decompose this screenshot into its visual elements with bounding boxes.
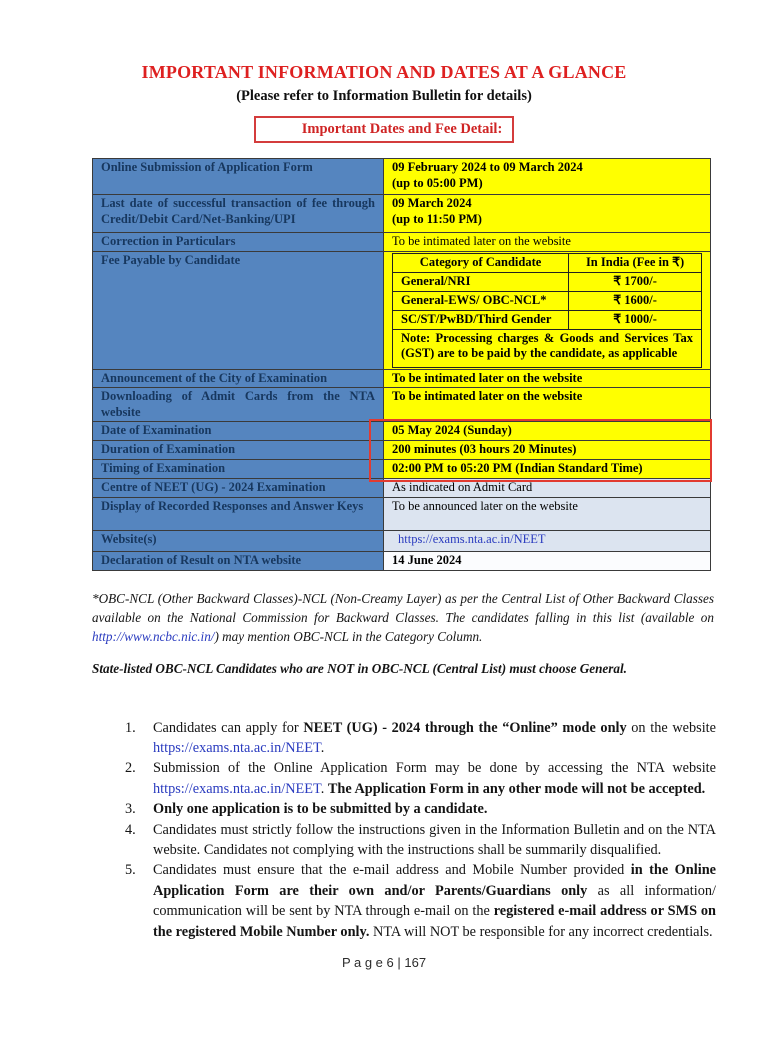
row-value: 02:00 PM to 05:20 PM (Indian Standard Time) bbox=[384, 460, 711, 479]
text-run-bold: in the Online Application Form are their own and/or Parents/Guardians only bbox=[153, 862, 716, 899]
fee-table bbox=[392, 253, 702, 368]
table-row-fee bbox=[93, 251, 711, 369]
text-run: NTA will NOT be responsible for any incorrect credentials. bbox=[369, 923, 713, 940]
row-value: As indicated on Admit Card bbox=[384, 479, 711, 498]
list-item bbox=[125, 758, 716, 799]
fee-amount: ₹ 1000/- bbox=[569, 310, 702, 329]
row-label: Centre of NEET (UG) - 2024 Examination bbox=[93, 479, 384, 498]
info-table-wrap bbox=[92, 158, 714, 571]
row-value-line: 09 March 2024 bbox=[392, 196, 472, 210]
text-run: Candidates must strictly follow the instructions given in the Information Bulletin and on the NTA website. Candidates not complying with the instructions shall be summarily disqualified. bbox=[153, 821, 716, 858]
row-value: 05 May 2024 (Sunday) bbox=[384, 422, 711, 441]
row-label: Website(s) bbox=[93, 530, 384, 551]
text-run-bold: The Application Form in any other mode will not be accepted. bbox=[327, 780, 706, 797]
list-item-number: 1. bbox=[125, 719, 136, 736]
table-row bbox=[93, 195, 711, 233]
row-value: 200 minutes (03 hours 20 Minutes) bbox=[384, 441, 711, 460]
section-heading-label: Important Dates and Fee Detail: bbox=[301, 121, 503, 137]
list-item-text bbox=[153, 758, 716, 799]
page-title: IMPORTANT INFORMATION AND DATES AT A GLANCE bbox=[141, 62, 627, 82]
fee-table-cell bbox=[384, 251, 711, 369]
row-label: Announcement of the City of Examination bbox=[93, 369, 384, 388]
neet-website-link[interactable]: https://exams.nta.ac.in/NEET bbox=[153, 739, 321, 756]
row-value bbox=[384, 195, 711, 233]
table-row bbox=[93, 479, 711, 498]
list-item-number: 2. bbox=[125, 760, 136, 777]
row-value: To be announced later on the website bbox=[384, 497, 711, 530]
row-value bbox=[384, 159, 711, 195]
row-label: Fee Payable by Candidate bbox=[93, 251, 384, 369]
row-label: Duration of Examination bbox=[93, 441, 384, 460]
section-heading-box bbox=[254, 116, 515, 143]
fee-col-header: In India (Fee in ₹) bbox=[569, 253, 702, 272]
row-label: Downloading of Admit Cards from the NTA website bbox=[93, 388, 384, 422]
fee-col-header: Category of Candidate bbox=[393, 253, 569, 272]
table-row-exam-duration bbox=[93, 441, 711, 460]
text-run: Candidates must ensure that the e-mail address and Mobile Number provided bbox=[153, 862, 631, 879]
section-heading-row bbox=[0, 116, 768, 143]
row-label: Timing of Examination bbox=[93, 460, 384, 479]
fee-amount: ₹ 1700/- bbox=[569, 272, 702, 291]
table-row bbox=[93, 159, 711, 195]
table-row bbox=[93, 551, 711, 570]
row-label: Correction in Particulars bbox=[93, 233, 384, 252]
fee-row bbox=[393, 310, 702, 329]
table-row bbox=[93, 369, 711, 388]
table-row-website bbox=[93, 530, 711, 551]
fee-note-row bbox=[393, 329, 702, 367]
table-row bbox=[93, 497, 711, 530]
list-item-text bbox=[153, 718, 716, 759]
fee-amount: ₹ 1600/- bbox=[569, 291, 702, 310]
list-item bbox=[125, 718, 716, 759]
fee-category: General-EWS/ OBC-NCL* bbox=[393, 291, 569, 310]
row-value-line: (up to 05:00 PM) bbox=[392, 175, 483, 190]
row-label: Last date of successful transaction of fee through Credit/Debit Card/Net-Banking/UPI bbox=[93, 195, 384, 233]
row-value-line: 09 February 2024 to 09 March 2024 bbox=[392, 160, 583, 174]
list-item-number: 3. bbox=[125, 801, 136, 818]
instructions-list bbox=[125, 718, 716, 942]
row-label: Display of Recorded Responses and Answer Keys bbox=[93, 497, 384, 530]
list-item-text bbox=[153, 799, 716, 819]
text-run-bold: NEET (UG) - 2024 through the “Online” mode only bbox=[303, 719, 627, 736]
list-item bbox=[125, 820, 716, 861]
row-label: Online Submission of Application Form bbox=[93, 159, 384, 195]
document-page bbox=[0, 62, 768, 970]
page-subtitle: (Please refer to Information Bulletin for details) bbox=[236, 88, 532, 104]
page-number: P a g e 6 | 167 bbox=[341, 954, 427, 970]
list-item-text bbox=[153, 820, 716, 861]
ncbc-website-link[interactable]: http://www.ncbc.nic.in/ bbox=[92, 628, 215, 644]
text-run: . bbox=[320, 780, 328, 797]
table-row bbox=[93, 388, 711, 422]
table-row bbox=[93, 233, 711, 252]
row-value: To be intimated later on the website bbox=[384, 369, 711, 388]
list-item-number: 4. bbox=[125, 821, 136, 838]
text-run: Candidates can apply for bbox=[153, 719, 304, 736]
text-run: as all information/ communication will be sent by NTA through e-mail on the bbox=[153, 882, 716, 920]
obc-footnote-text: *OBC-NCL (Other Backward Classes)-NCL (Non-Creamy Layer) as per the Central List of Other Backward Classes available on the National Commission for Backward Classes. The candidates falling in this list (available on bbox=[92, 590, 714, 625]
list-item-number: 5. bbox=[125, 862, 136, 879]
row-value: To be intimated later on the website bbox=[384, 388, 711, 422]
obc-footnote-text: ) may mention OBC-NCL in the Category Column. bbox=[214, 628, 483, 644]
list-item-text bbox=[153, 860, 716, 942]
neet-website-link[interactable]: https://exams.nta.ac.in/NEET bbox=[153, 780, 321, 797]
obc-footnote bbox=[92, 589, 714, 646]
row-value: 14 June 2024 bbox=[384, 551, 711, 570]
fee-category: SC/ST/PwBD/Third Gender bbox=[393, 310, 569, 329]
fee-row bbox=[393, 291, 702, 310]
text-run: on the website bbox=[626, 719, 716, 736]
table-row-exam-date bbox=[93, 422, 711, 441]
fee-row bbox=[393, 272, 702, 291]
row-value bbox=[384, 530, 711, 551]
text-run: Submission of the Online Application Form may be done by accessing the NTA website bbox=[153, 760, 716, 777]
fee-note: Note: Processing charges & Goods and Services Tax (GST) are to be paid by the candidate, as applicable bbox=[393, 329, 702, 367]
text-run: . bbox=[320, 739, 325, 756]
neet-website-link[interactable]: https://exams.nta.ac.in/NEET bbox=[398, 531, 546, 546]
row-label: Date of Examination bbox=[93, 422, 384, 441]
row-label: Declaration of Result on NTA website bbox=[93, 551, 384, 570]
state-obc-note: State-listed OBC-NCL Candidates who are NOT in OBC-NCL (Central List) must choose General. bbox=[92, 660, 627, 676]
list-item bbox=[125, 799, 716, 819]
info-table bbox=[92, 158, 711, 571]
text-run-bold: Only one application is to be submitted by a candidate. bbox=[153, 801, 488, 818]
row-value: To be intimated later on the website bbox=[384, 233, 711, 252]
list-item bbox=[125, 860, 716, 942]
text-run-bold: registered e-mail address or SMS on the registered Mobile Number only. bbox=[153, 903, 716, 940]
fee-category: General/NRI bbox=[393, 272, 569, 291]
fee-header-row bbox=[393, 253, 702, 272]
table-row-exam-timing bbox=[93, 460, 711, 479]
row-value-line: (up to 11:50 PM) bbox=[392, 211, 482, 226]
